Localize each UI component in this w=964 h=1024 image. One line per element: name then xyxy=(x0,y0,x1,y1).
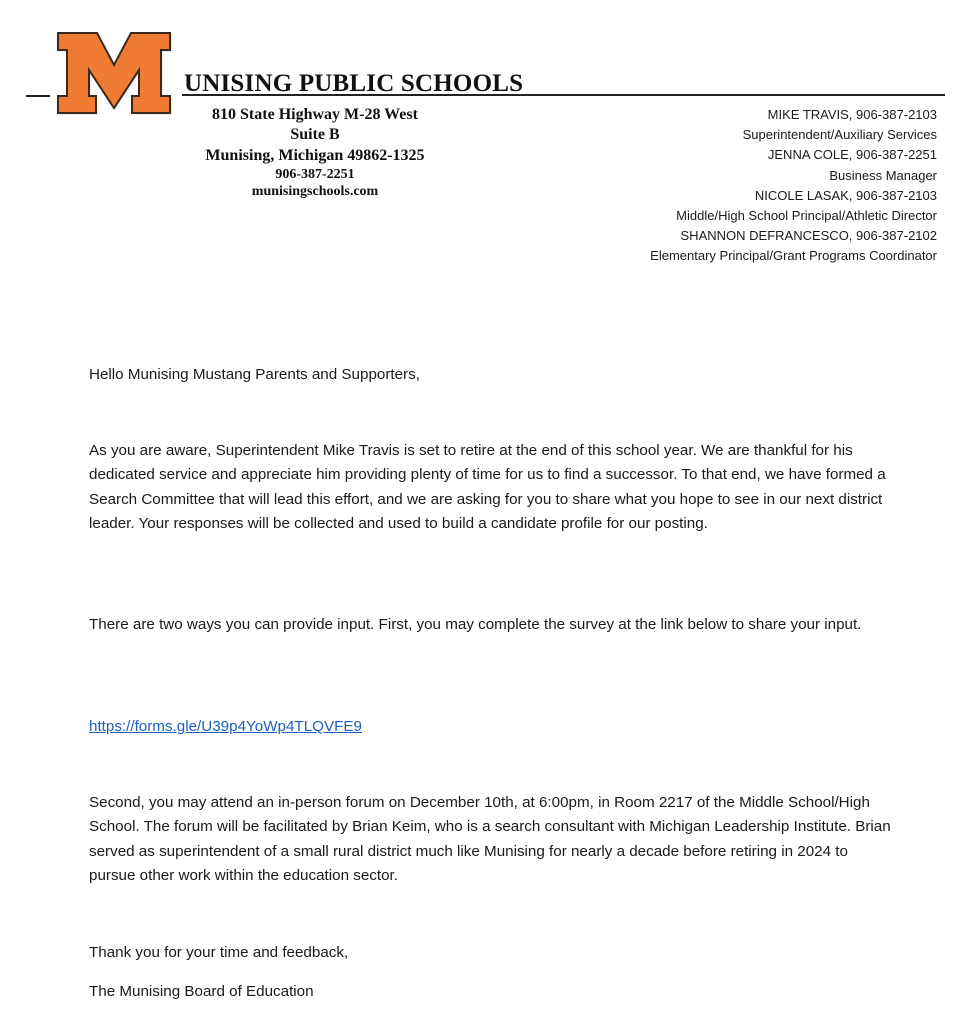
paragraph-survey: There are two ways you can provide input. First, you may complete the survey at the link below to share your input. xyxy=(89,616,862,633)
paragraph-forum: Second, you may attend an in-person forum on December 10th, at 6:00pm, in Room 2217 of the Middle School/High School. The forum will be facilitated by Brian Keim, who is a search consultant with Michigan Leadership Institute. Brian served as superintendent of a small rural district much like Munising for nearly a decade before retiring in 2024 to pursue other work within the education sector. xyxy=(89,794,891,885)
greeting: Hello Munising Mustang Parents and Supporters, xyxy=(89,366,420,383)
address-phone: 906-387-2251 xyxy=(275,167,355,182)
staff-title-hs-principal: Middle/High School Principal/Athletic Director xyxy=(676,208,937,224)
staff-name-superintendent: MIKE TRAVIS, 906-387-2103 xyxy=(767,107,937,122)
staff-title-superintendent: Superintendent/Auxiliary Services xyxy=(742,127,937,143)
staff-name-elem-principal: SHANNON DEFRANCESCO, 906-387-2102 xyxy=(680,228,937,244)
paragraph-intro: As you are aware, Superintendent Mike Travis is set to retire at the end of this school year. We are thankful for his dedicated service and appreciate him providing plenty of time for us to find a successor. To that end, we have formed a Search Committee that will lead this effort, and we are asking for you to share what you hope to see in our next district leader. Your responses will be collected and used to build a candidate profile for our posting. xyxy=(89,442,886,533)
closing: Thank you for your time and feedback, xyxy=(89,944,349,961)
school-name: UNISING PUBLIC SCHOOLS xyxy=(184,70,524,97)
survey-link[interactable]: https://forms.gle/U39p4YoWp4TLQVFE9 xyxy=(89,718,362,735)
staff-name-hs-principal: NICOLE LASAK, 906-387-2103 xyxy=(754,187,937,203)
address-website: munisingschools.com xyxy=(251,184,379,199)
school-address xyxy=(180,104,450,200)
address-line-2: Suite B xyxy=(290,126,340,143)
school-logo-m-icon xyxy=(55,30,173,116)
signature: The Munising Board of Education xyxy=(89,983,314,1000)
address-line-3: Munising, Michigan 49862-1325 xyxy=(205,147,425,164)
staff-title-elem-principal: Elementary Principal/Grant Programs Coordinator xyxy=(650,248,937,264)
staff-name-business-manager: JENNA COLE, 906-387-2251 xyxy=(767,147,937,163)
header-rule-left xyxy=(26,95,50,97)
staff-title-business-manager: Business Manager xyxy=(829,167,937,183)
staff-directory xyxy=(650,105,937,267)
address-line-1: 810 State Highway M-28 West xyxy=(212,106,418,123)
